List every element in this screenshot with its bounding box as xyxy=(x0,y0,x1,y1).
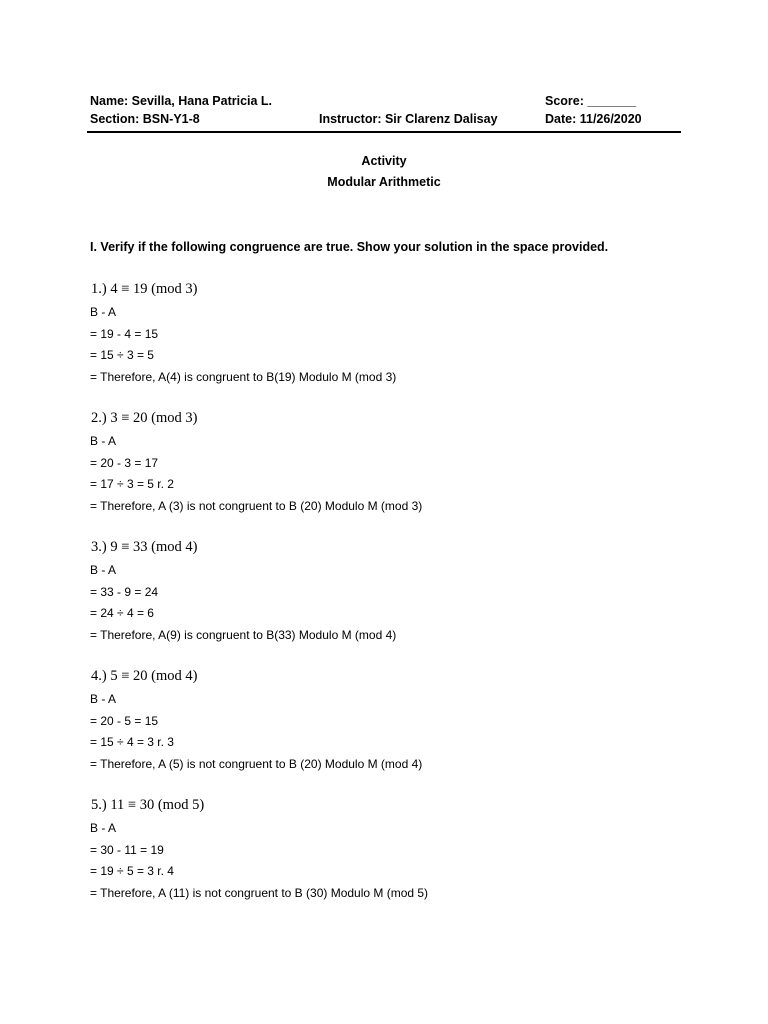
solution-line: = 20 - 3 = 17 xyxy=(90,455,159,470)
problem-title: 3.) 9 ≡ 33 (mod 4) xyxy=(91,539,198,555)
student-name: Name: Sevilla, Hana Patricia L. xyxy=(90,94,273,108)
solution-line: B - A xyxy=(90,305,117,319)
solution-line: B - A xyxy=(90,692,117,706)
problem-2 xyxy=(90,408,690,517)
instructor-field: Instructor: Sir Clarenz Dalisay xyxy=(319,112,498,126)
solution-line: = 15 ÷ 3 = 5 xyxy=(90,348,154,363)
topic-title: Modular Arithmetic xyxy=(327,175,441,189)
problem-title: 5.) 11 ≡ 30 (mod 5) xyxy=(91,797,205,813)
solution-line: = 19 - 4 = 15 xyxy=(90,326,159,341)
problem-1 xyxy=(90,279,690,388)
date-field: Date: 11/26/2020 xyxy=(545,112,642,126)
score-field: Score: _______ xyxy=(545,94,637,108)
instruction-text: I. Verify if the following congruence are true. Show your solution in the space provided. xyxy=(90,240,609,254)
problem-title: 1.) 4 ≡ 19 (mod 3) xyxy=(91,281,198,297)
solution-line: = 24 ÷ 4 = 6 xyxy=(90,606,154,621)
problem-title: 4.) 5 ≡ 20 (mod 4) xyxy=(91,668,198,684)
problem-5 xyxy=(90,795,690,904)
solution-line: B - A xyxy=(90,563,117,577)
problem-title: 2.) 3 ≡ 20 (mod 3) xyxy=(91,410,198,426)
activity-title: Activity xyxy=(361,154,407,168)
solution-line: = Therefore, A (11) is not congruent to B (30) Modulo M (mod 5) xyxy=(90,885,429,900)
solution-line: = Therefore, A(9) is congruent to B(33) Modulo M (mod 4) xyxy=(90,627,397,642)
solution-line: = Therefore, A (3) is not congruent to B (20) Modulo M (mod 3) xyxy=(90,498,423,513)
solution-line: = 33 - 9 = 24 xyxy=(90,584,159,599)
section-field: Section: BSN-Y1-8 xyxy=(90,112,200,126)
solution-line: B - A xyxy=(90,821,117,835)
solution-line: = 30 - 11 = 19 xyxy=(90,842,164,857)
solution-line: = 15 ÷ 4 = 3 r. 3 xyxy=(90,735,174,750)
solution-line: = 19 ÷ 5 = 3 r. 4 xyxy=(90,864,174,879)
solution-line: B - A xyxy=(90,434,117,448)
problem-3 xyxy=(90,537,690,646)
solution-line: = Therefore, A (5) is not congruent to B (20) Modulo M (mod 4) xyxy=(90,756,423,771)
solution-line: = 17 ÷ 3 = 5 r. 2 xyxy=(90,477,174,492)
solution-line: = Therefore, A(4) is congruent to B(19) Modulo M (mod 3) xyxy=(90,369,397,384)
header-divider xyxy=(87,131,681,133)
solution-line: = 20 - 5 = 15 xyxy=(90,713,159,728)
problem-4 xyxy=(90,666,690,775)
